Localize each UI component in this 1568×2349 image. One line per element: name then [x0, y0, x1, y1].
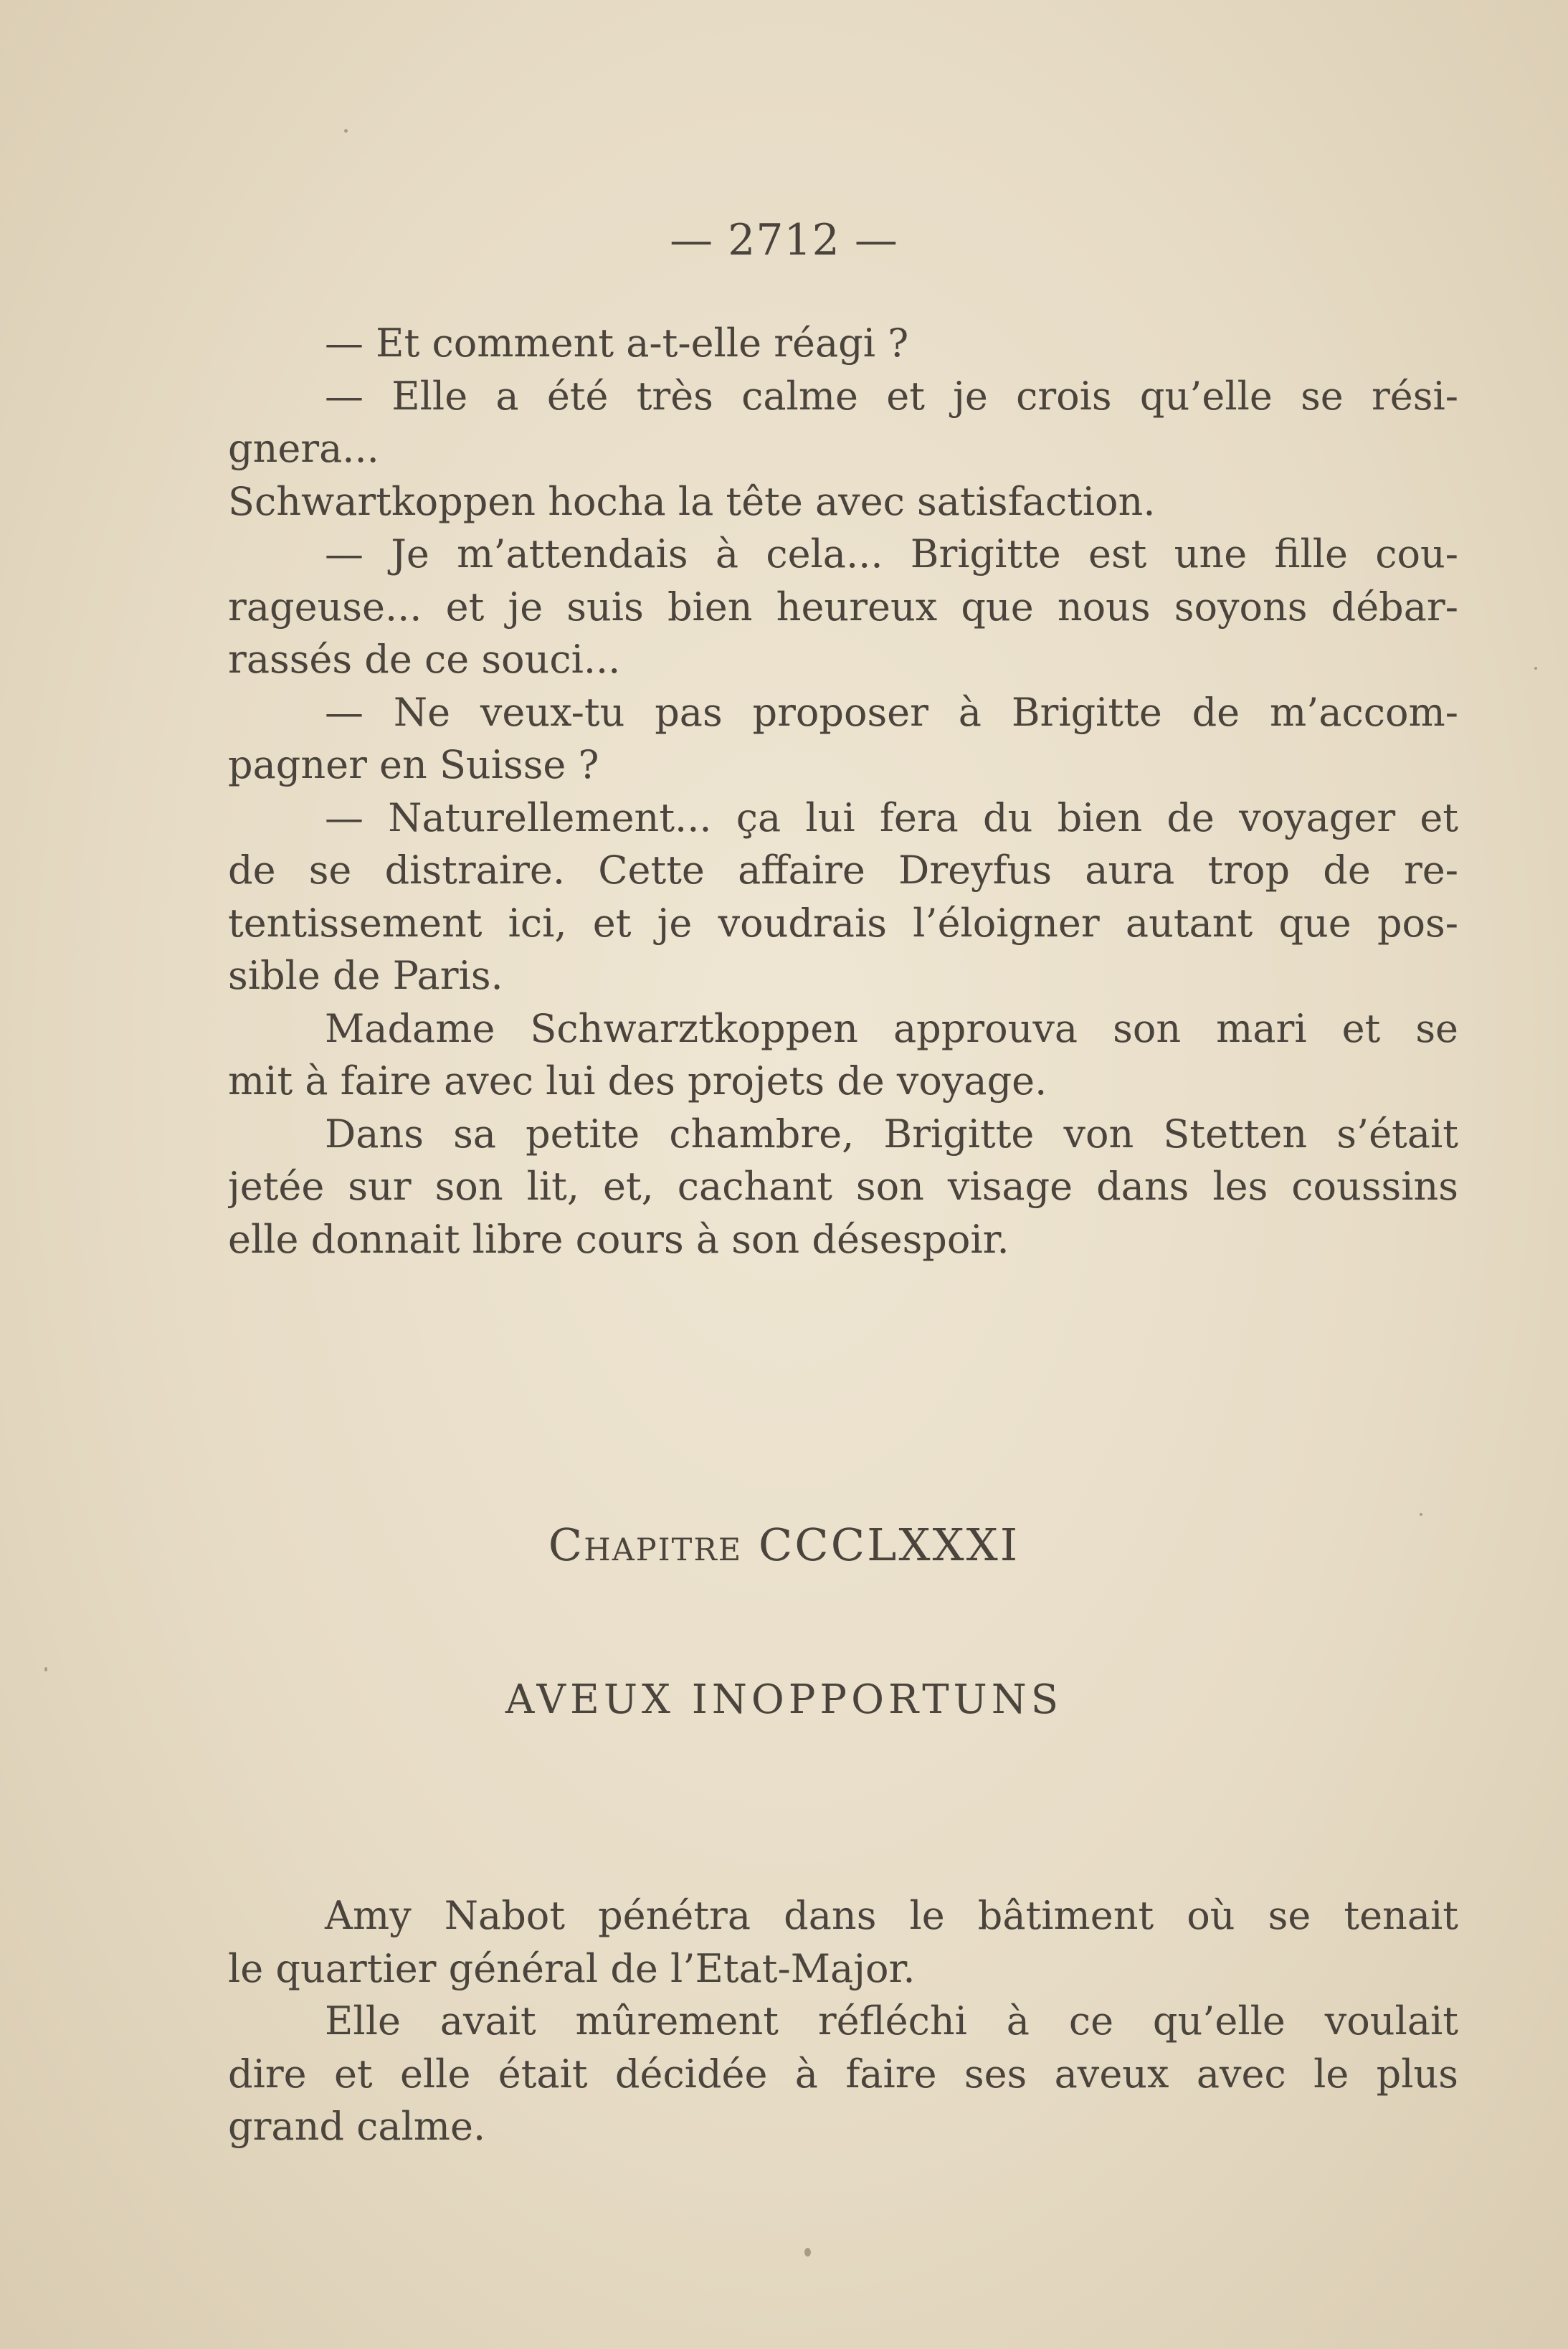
paper-speck	[804, 2248, 811, 2257]
chapter-label: Chapitre	[548, 1519, 743, 1571]
text-line: grand calme.	[228, 2104, 486, 2149]
text-line: — Naturellement... ça lui fera du bien de voyager et	[325, 794, 1458, 840]
text-line: de se distraire. Cette affaire Dreyfus aura trop de re-	[228, 848, 1458, 893]
text-line: — Et comment a-t-elle réagi ?	[325, 321, 909, 366]
text-line: mit à faire avec lui des projets de voyage.	[228, 1058, 1047, 1104]
page-number: — 2712 —	[670, 215, 898, 265]
text-line: tentissement ici, et je voudrais l’éloigner autant que pos-	[228, 900, 1458, 946]
text-line: — Je m’attendais à cela... Brigitte est une fille cou-	[325, 531, 1458, 576]
paper-speck	[1534, 667, 1537, 670]
paper-speck	[1420, 1513, 1422, 1516]
chapter-number: CCCLXXXI	[758, 1519, 1020, 1571]
text-line: dire et elle était décidée à faire ses aveux avec le plus	[228, 2051, 1458, 2097]
text-line: sible de Paris.	[228, 953, 503, 998]
text-line: — Elle a été très calme et je crois qu’elle se rési-	[325, 373, 1458, 419]
text-line: Madame Schwarztkoppen approuva son mari et se	[325, 1005, 1458, 1051]
text-block-chapter-opening	[228, 1889, 1458, 2153]
text-line: elle donnait libre cours à son désespoir.	[228, 1216, 1009, 1262]
text-line: Amy Nabot pénétra dans le bâtiment où se tenait	[325, 1893, 1458, 1938]
text-line: pagner en Suisse ?	[228, 742, 599, 787]
text-block-dialogue	[228, 317, 1458, 1266]
text-line: Schwartkoppen hocha la tête avec satisfaction.	[228, 478, 1156, 524]
chapter-title: AVEUX INOPPORTUNS	[505, 1676, 1063, 1723]
text-line: gnera...	[228, 426, 379, 471]
text-line: Dans sa petite chambre, Brigitte von Stetten s’était	[325, 1111, 1458, 1157]
chapter-heading	[0, 1519, 1568, 1571]
text-line: le quartier général de l’Etat-Major.	[228, 1945, 916, 1991]
text-line: Elle avait mûrement réfléchi à ce qu’elle voulait	[325, 1998, 1458, 2044]
paper-speck	[44, 1667, 47, 1671]
text-line: — Ne veux-tu pas proposer à Brigitte de m’accom-	[325, 689, 1458, 735]
text-line: jetée sur son lit, et, cachant son visage dans les coussins	[228, 1164, 1458, 1209]
text-line: rassés de ce souci...	[228, 637, 621, 682]
paper-speck	[344, 129, 348, 133]
text-line: rageuse... et je suis bien heureux que nous soyons débar-	[228, 584, 1458, 630]
